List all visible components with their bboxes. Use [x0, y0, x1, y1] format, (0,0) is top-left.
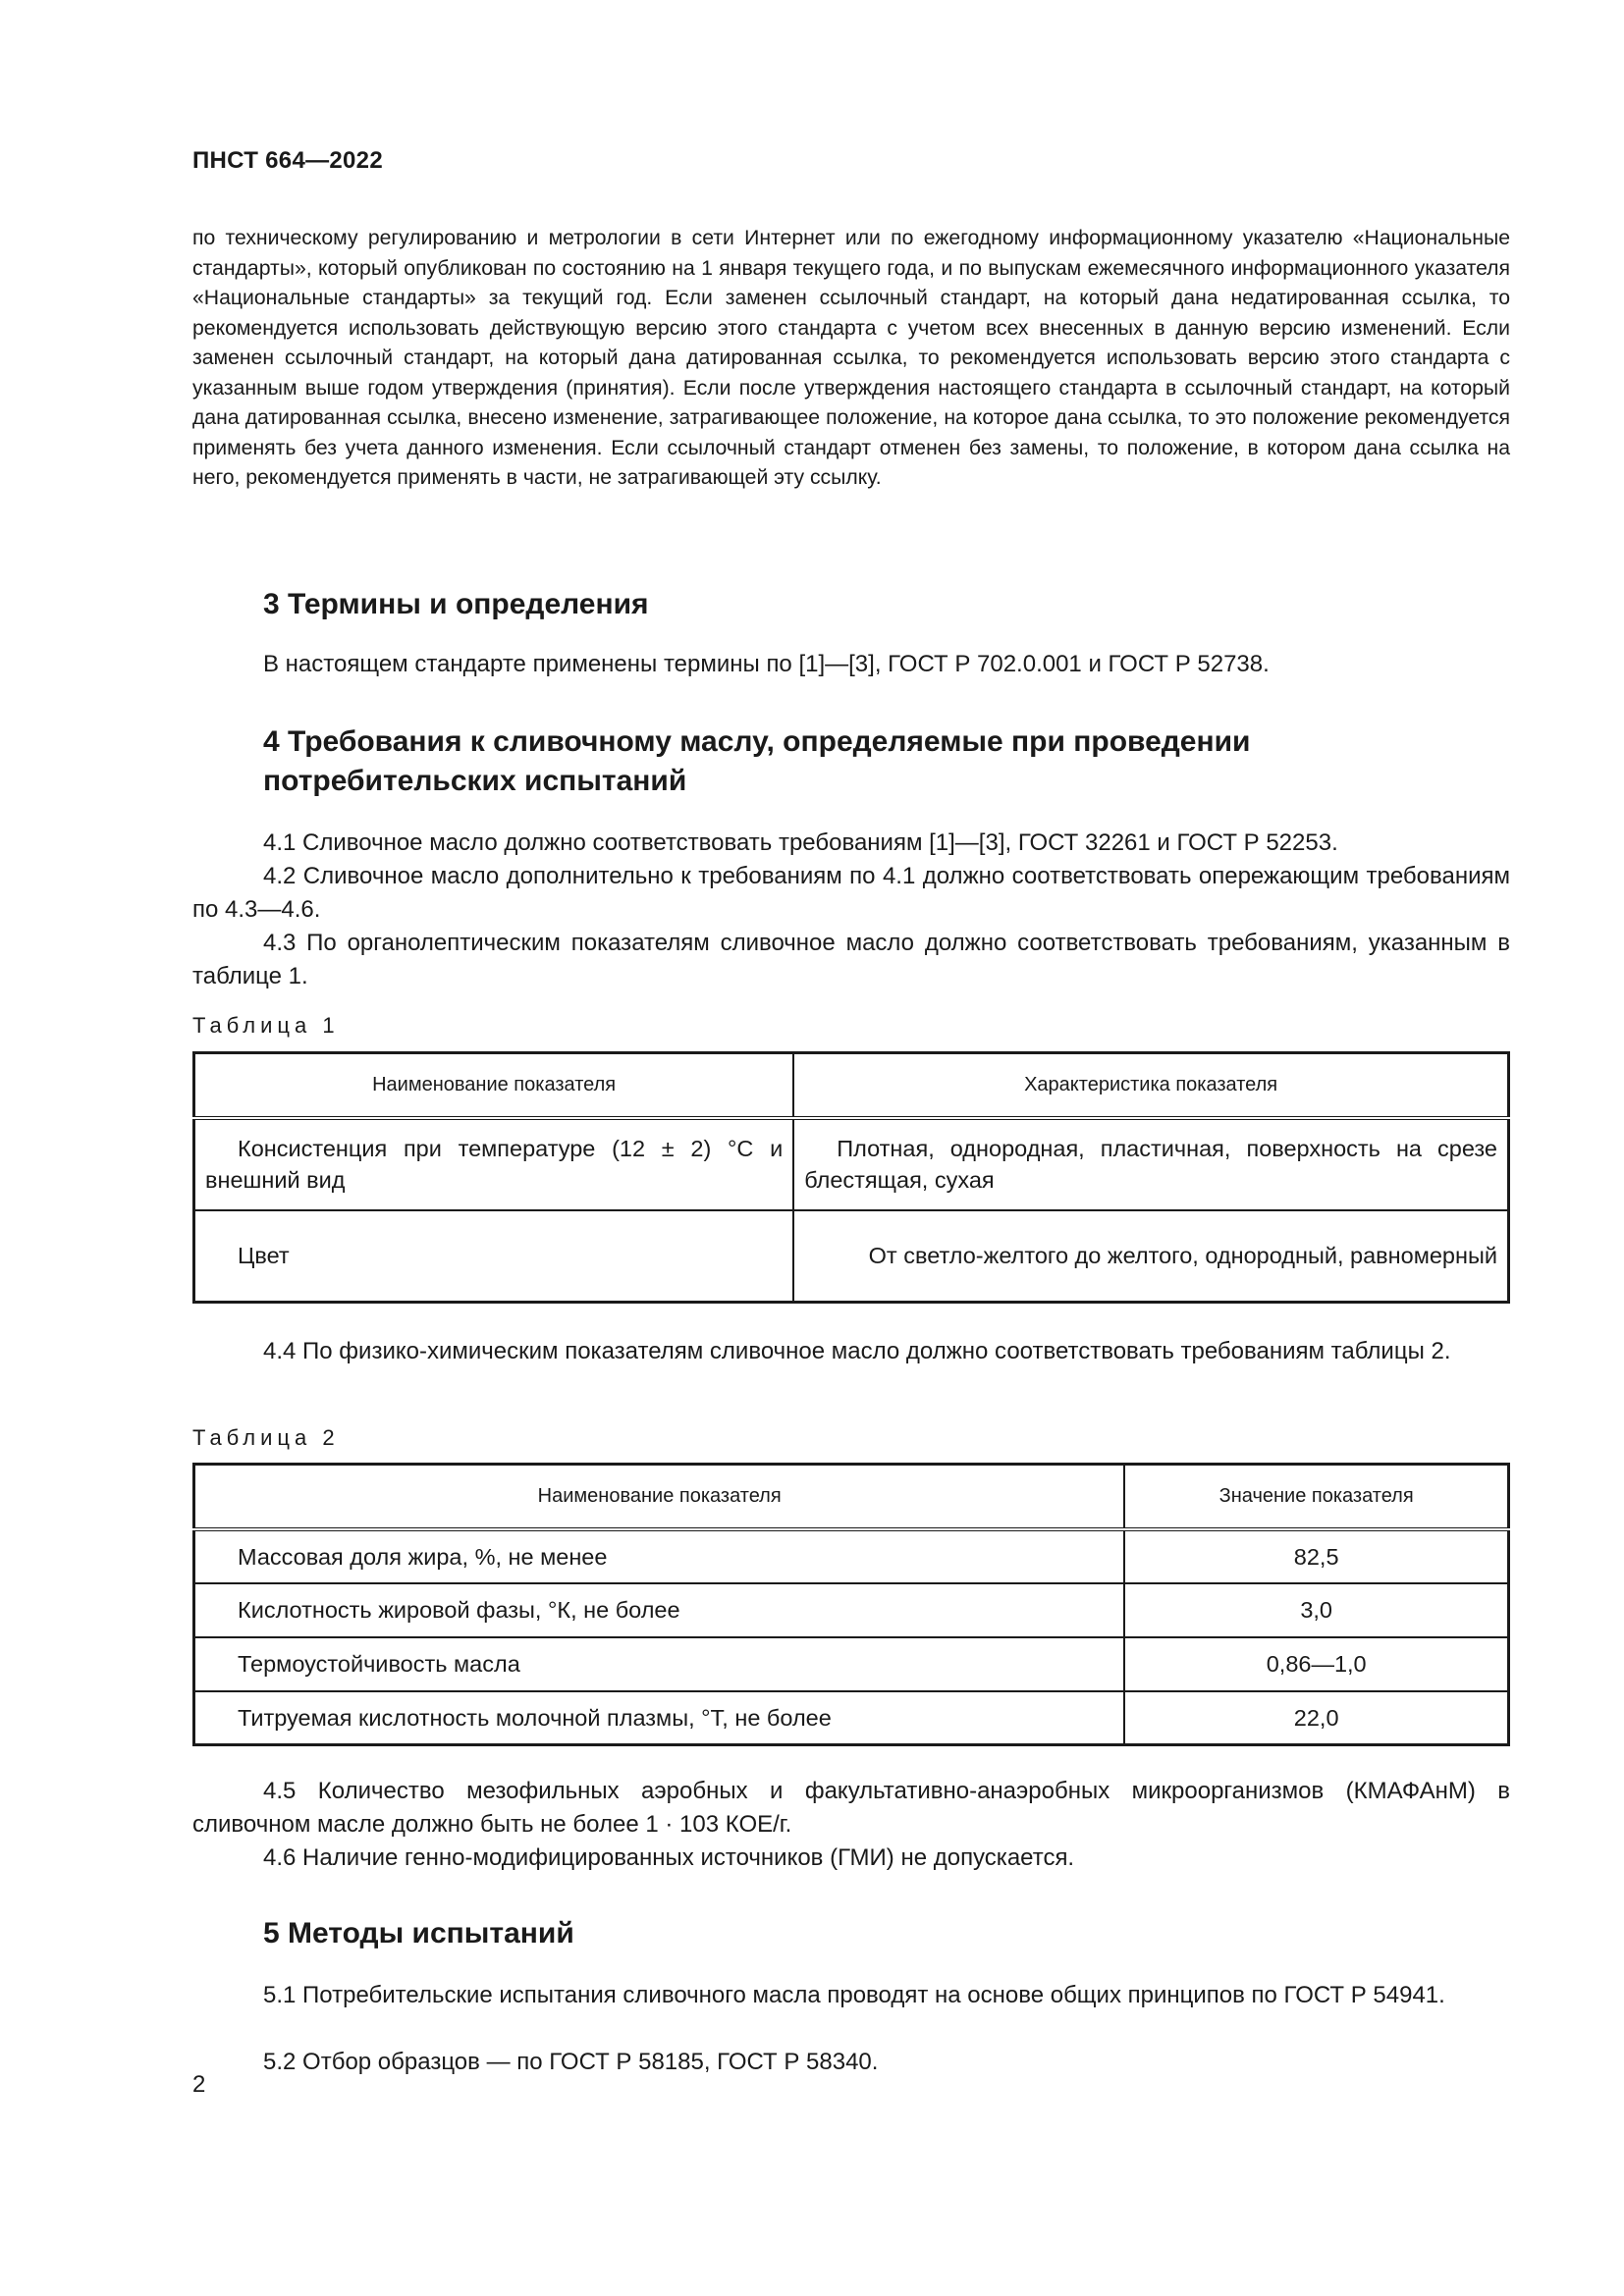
table-cell: Термоустойчивость масла — [194, 1637, 1125, 1691]
table-1 — [192, 1051, 1510, 1304]
table-cell: 82,5 — [1124, 1529, 1508, 1583]
intro-paragraph: по техническому регулированию и метрологии в сети Интернет или по ежегодному информационному указателю «Национальные стандарты», который опубликован по состоянию на 1 января текущего года, и по выпускам ежемесячного информационного указателя «Национальные стандарты» за текущий год. Если заменен ссылочный стандарт, на который дана недатированная ссылка, то рекомендуется использовать действующую версию этого стандарта с учетом всех внесенных в данную версию изменений. Если заменен ссылочный стандарт, на который дана датированная ссылка, то рекомендуется использовать версию этого стандарта с указанным выше годом утверждения (принятия). Если после утверждения настоящего стандарта в ссылочный стандарт, на который дана датированная ссылка, внесено изменение, затрагивающее положение, на которое дана ссылка, то это положение рекомендуется применять без учета данного изменения. Если ссылочный стандарт отменен без замены, то положение, в котором дана ссылка на него, рекомендуется применять в части, не затрагивающей эту ссылку. — [192, 227, 1510, 489]
paragraph-4-2-text: 4.2 Сливочное масло дополнительно к требованиям по 4.1 должно соответствовать опережающим требованиям по 4.3—4.6. — [192, 863, 1510, 923]
table-row — [194, 1210, 1509, 1303]
table-cell: 22,0 — [1124, 1691, 1508, 1745]
paragraph-4-4-text: 4.4 По физико-химическим показателям сливочное масло должно соответствовать требованиям таблицы 2. — [263, 1338, 1451, 1364]
table-2 — [192, 1463, 1510, 1746]
table-header-row — [194, 1053, 1509, 1118]
paragraph-4-6 — [192, 1842, 1510, 1875]
table-cell: Консистенция при температуре (12 ± 2) °С и внешний вид — [194, 1118, 794, 1210]
section-3-text-content: В настоящем стандарте применены термины по [1]—[3], ГОСТ Р 702.0.001 и ГОСТ Р 52738. — [263, 651, 1270, 677]
table-row — [194, 1118, 1509, 1210]
section-4-title-line1: 4 Требования к сливочному маслу, определяемые при проведении — [263, 725, 1251, 758]
section-4-title-line2: потребительских испытаний — [263, 765, 687, 797]
paragraph-5-1-text: 5.1 Потребительские испытания сливочного масла проводят на основе общих принципов по ГОСТ Р 54941. — [263, 1982, 1445, 2008]
paragraph-5-1 — [192, 1979, 1510, 2012]
table-cell: Массовая доля жира, %, не менее — [194, 1529, 1125, 1583]
section-5-title: 5 Методы испытаний — [263, 1917, 574, 1949]
table-1-caption: Таблица 1 — [192, 1013, 340, 1038]
paragraph-4-1-text: 4.1 Сливочное масло должно соответствовать требованиям [1]—[3], ГОСТ 32261 и ГОСТ Р 52253. — [263, 829, 1338, 856]
table-cell: Плотная, однородная, пластичная, поверхность на срезе блестящая, сухая — [793, 1118, 1508, 1210]
table-header-cell: Наименование показателя — [194, 1465, 1125, 1529]
table-cell: Титруемая кислотность молочной плазмы, °Т, не более — [194, 1691, 1125, 1745]
table-header-cell: Наименование показателя — [194, 1053, 794, 1118]
paragraph-4-5-text: 4.5 Количество мезофильных аэробных и факультативно-анаэробных микроорганизмов (КМАФАнМ) в сливочном масле должно быть не более 1 · 103 КОЕ/г. — [192, 1778, 1510, 1838]
table-cell: Кислотность жировой фазы, °К, не более — [194, 1583, 1125, 1637]
table-2-caption: Таблица 2 — [192, 1425, 340, 1450]
section-4-title — [263, 722, 1510, 801]
table-header-cell: Значение показателя — [1124, 1465, 1508, 1529]
document-header: ПНСТ 664—2022 — [192, 147, 383, 174]
table-row — [194, 1691, 1509, 1745]
table-cell: 0,86—1,0 — [1124, 1637, 1508, 1691]
paragraph-4-2 — [192, 860, 1510, 926]
table-cell: Цвет — [194, 1210, 794, 1303]
table-cell: 3,0 — [1124, 1583, 1508, 1637]
page-number: 2 — [192, 2071, 206, 2098]
paragraph-5-2-text: 5.2 Отбор образцов — по ГОСТ Р 58185, ГОСТ Р 58340. — [263, 2049, 879, 2075]
section-3-title: 3 Термины и определения — [263, 588, 649, 620]
paragraph-4-3 — [192, 927, 1510, 992]
table-row — [194, 1529, 1509, 1583]
paragraph-4-3-text: 4.3 По органолептическим показателям сливочное масло должно соответствовать требованиям, указанным в таблице 1. — [192, 930, 1510, 989]
paragraph-5-2 — [192, 2046, 1510, 2079]
table-row — [194, 1583, 1509, 1637]
paragraph-4-5 — [192, 1775, 1510, 1841]
paragraph-4-6-text: 4.6 Наличие генно-модифицированных источников (ГМИ) не допускается. — [263, 1844, 1075, 1871]
paragraph-4-4 — [192, 1335, 1510, 1368]
table-cell: От светло-желтого до желтого, однородный, равномерный — [793, 1210, 1508, 1303]
table-header-row — [194, 1465, 1509, 1529]
paragraph-4-1 — [192, 827, 1510, 860]
section-3-text — [192, 648, 1510, 681]
table-row — [194, 1637, 1509, 1691]
table-header-cell: Характеристика показателя — [793, 1053, 1508, 1118]
